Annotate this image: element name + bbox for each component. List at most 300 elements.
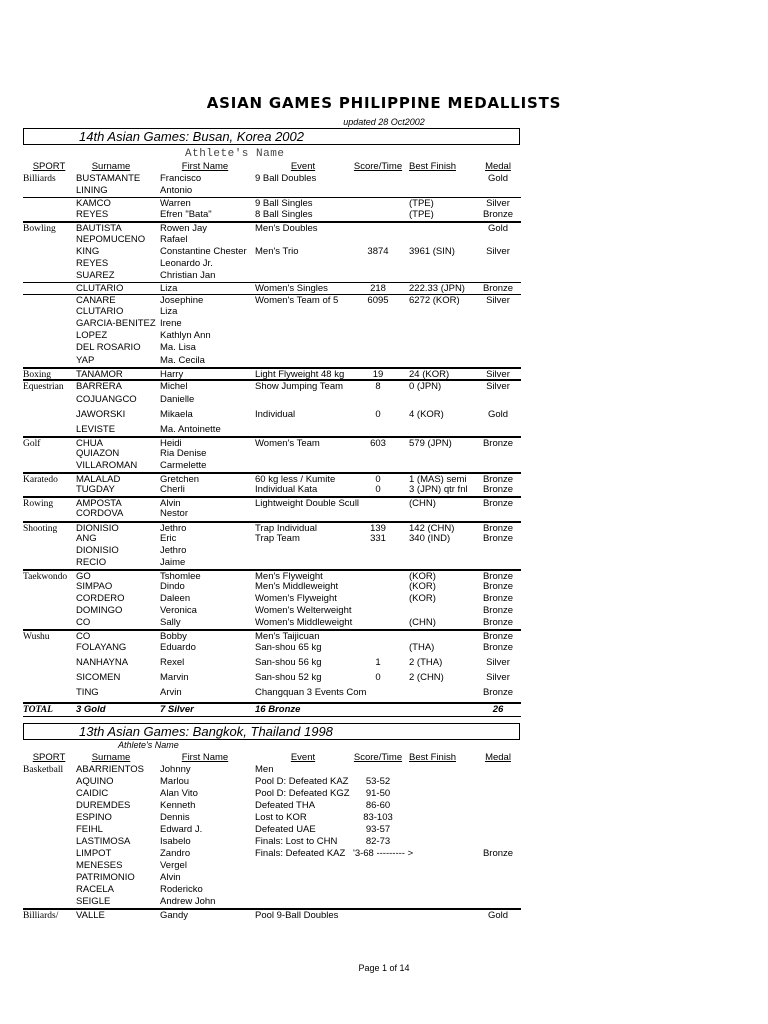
surname-cell: LASTIMOSA (76, 836, 131, 847)
sport-cell: Boxing (23, 369, 51, 380)
first-name-cell: Ma. Antoinette (160, 423, 221, 435)
medal-cell: Silver (486, 671, 510, 683)
table-row (23, 234, 521, 246)
medal-cell: Bronze (482, 581, 514, 592)
sport-cell: Taekwondo (23, 571, 68, 582)
score-cell: Score/Time (353, 161, 403, 172)
table-row (23, 409, 521, 421)
surname-cell: FEIHL (76, 824, 103, 835)
sport-cell: Shooting (23, 523, 58, 534)
score-cell: 82-73 (365, 836, 391, 847)
surname-cell: COJUANGCO (76, 393, 137, 405)
surname-cell: BAUTISTA (76, 223, 122, 235)
total-row (23, 702, 521, 717)
surname-cell: DIONISIO (76, 522, 119, 534)
event-cell: Finals: Defeated KAZ (255, 848, 346, 859)
first-name-cell: Daleen (160, 593, 191, 605)
table-row (23, 824, 521, 836)
surname-cell: DUREMDES (76, 800, 131, 811)
table-row (23, 557, 521, 569)
table-row (23, 185, 521, 197)
table-row (23, 908, 521, 922)
first-name-cell: Constantine Chester (160, 245, 247, 257)
best-finish-cell: (CHN) (409, 617, 436, 629)
score-cell: 331 (370, 532, 386, 544)
first-name-cell: Sally (160, 617, 181, 629)
best-finish-cell: 3961 (SIN) (409, 245, 455, 257)
first-name-cell: Dennis (160, 812, 190, 823)
score-cell: '3-68 --------- > (353, 848, 414, 859)
table-row (23, 460, 521, 472)
first-name-cell: Rexel (160, 656, 185, 668)
table-row (23, 355, 521, 367)
first-name-cell: Jaime (160, 556, 186, 568)
surname-cell: REYES (76, 209, 109, 221)
surname-cell: AQUINO (76, 776, 114, 787)
event-cell: 60 kg less / Kumite (255, 474, 336, 486)
surname-cell: ANG (76, 532, 97, 544)
surname-cell: LINING (76, 185, 108, 197)
best-finish-cell: Best Finish (409, 752, 456, 763)
sport-cell: Billiards (23, 174, 56, 184)
first-name-cell: Veronica (160, 605, 197, 617)
event-cell: San-shou 65 kg (255, 641, 322, 653)
medal-cell: Gold (487, 408, 509, 420)
medal-cell: Silver (486, 380, 510, 392)
first-name-cell: Warren (160, 198, 191, 210)
sport-cell: SPORT (32, 161, 66, 172)
best-finish-cell: (THA) (409, 641, 435, 653)
sport-cell: Billiards/ (23, 911, 59, 921)
sport-cell: Wushu (23, 632, 50, 643)
table-row (23, 788, 521, 800)
surname-cell: VALLE (76, 910, 105, 921)
table-row (23, 776, 521, 788)
event-cell: San-shou 56 kg (255, 656, 322, 668)
table-row (23, 394, 521, 406)
sport-cell: Rowing (23, 499, 54, 510)
surname-cell: Surname (91, 161, 131, 172)
best-finish-cell: (KOR) (409, 570, 436, 582)
section-1998-title: 13th Asian Games: Bangkok, Thailand 1998 (79, 724, 333, 739)
score-cell: 53-52 (365, 776, 391, 787)
table-row (23, 270, 521, 282)
first-name-cell: 7 Silver (160, 703, 194, 715)
event-cell: Pool 9-Ball Doubles (255, 910, 339, 921)
table-row (23, 282, 521, 295)
best-finish-cell: 24 (KOR) (409, 368, 450, 380)
score-cell: 91-50 (365, 788, 391, 799)
event-cell: Lost to KOR (255, 812, 307, 823)
table-row (23, 812, 521, 824)
surname-cell: CO (76, 631, 91, 643)
table-row (23, 246, 521, 258)
surname-cell: CLUTARIO (76, 306, 124, 318)
table-row (23, 545, 521, 557)
score-cell: 86-60 (365, 800, 391, 811)
event-cell: Individual Kata (255, 484, 318, 496)
event-cell: 16 Bronze (255, 703, 301, 715)
score-cell: 1 (375, 656, 381, 668)
surname-cell: GARCIA-BENITEZ (76, 318, 156, 330)
score-cell: 0 (375, 474, 381, 486)
first-name-cell: Edward J. (160, 824, 203, 835)
first-name-cell: Jethro (160, 522, 187, 534)
best-finish-cell: 142 (CHN) (409, 522, 455, 534)
first-name-cell: Gretchen (160, 474, 200, 486)
event-cell: Defeated UAE (255, 824, 316, 835)
first-name-cell: Carmelette (160, 460, 207, 471)
first-name-cell: Danielle (160, 393, 195, 405)
best-finish-cell: 579 (JPN) (409, 437, 452, 449)
medal-cell: Silver (486, 245, 510, 257)
event-cell: Pool D: Defeated KGZ (255, 788, 350, 799)
first-name-cell: Ria Denise (160, 447, 207, 459)
first-name-cell: Kathlyn Ann (160, 330, 211, 342)
table-row (23, 173, 521, 185)
sport-cell: TOTAL (23, 704, 53, 715)
surname-cell: SEIGLE (76, 896, 111, 907)
medal-cell: Bronze (482, 474, 514, 486)
first-name-cell: First Name (181, 752, 229, 763)
surname-cell: ESPINO (76, 812, 112, 823)
section-2002-box (23, 128, 520, 145)
best-finish-cell: 6272 (KOR) (409, 295, 460, 306)
event-cell: Women's Welterweight (255, 605, 352, 617)
surname-cell: CORDOVA (76, 508, 124, 520)
best-finish-cell: 1 (MAS) semi (409, 474, 467, 486)
surname-cell: KAMCO (76, 198, 111, 210)
first-name-cell: Leonardo Jr. (160, 257, 213, 269)
table-row (23, 448, 521, 460)
surname-cell: AMPOSTA (76, 498, 122, 510)
event-cell: Men (255, 764, 274, 775)
medal-cell: 26 (492, 703, 504, 715)
table-header (23, 752, 521, 764)
table-row (23, 581, 521, 593)
best-finish-cell: 2 (CHN) (409, 671, 444, 683)
first-name-cell: Alvin (160, 498, 181, 510)
surname-cell: MENESES (76, 860, 123, 871)
section-1998-box (23, 723, 520, 740)
athlete-name-caption: Athlete's Name (185, 148, 285, 160)
surname-cell: TANAMOR (76, 368, 123, 380)
medal-cell: Medal (485, 752, 511, 763)
table-row (23, 342, 521, 354)
event-cell: San-shou 52 kg (255, 671, 322, 683)
table-row (23, 379, 521, 393)
medal-cell: Bronze (482, 617, 514, 629)
best-finish-cell: 3 (JPN) qtr fnl (409, 484, 468, 496)
table-row (23, 617, 521, 629)
best-finish-cell: 4 (KOR) (409, 408, 444, 420)
event-cell: Women's Team of 5 (255, 295, 339, 306)
surname-cell: BARRERA (76, 380, 122, 392)
table-row (23, 209, 521, 221)
table-row (23, 672, 521, 684)
event-cell: Changquan 3 Events Com (255, 686, 367, 698)
surname-cell: CLUTARIO (76, 282, 124, 294)
event-cell: Women's Flyweight (255, 593, 337, 605)
sport-cell: SPORT (32, 752, 66, 763)
surname-cell: SICOMEN (76, 671, 121, 683)
section-2002-title: 14th Asian Games: Busan, Korea 2002 (79, 129, 304, 144)
surname-cell: RECIO (76, 556, 107, 568)
first-name-cell: Josephine (160, 295, 204, 306)
event-cell: Pool D: Defeated KAZ (255, 776, 349, 787)
sport-cell: Equestrian (23, 381, 64, 392)
table-row (23, 306, 521, 318)
first-name-cell: Francisco (160, 173, 202, 184)
surname-cell: CO (76, 617, 91, 629)
surname-cell: CAIDIC (76, 788, 109, 799)
first-name-cell: Arvin (160, 686, 182, 698)
first-name-cell: Liza (160, 306, 178, 318)
table-row (23, 687, 521, 699)
page-title: ASIAN GAMES PHILIPPINE MEDALLISTS (206, 94, 562, 112)
event-cell: Trap Team (255, 532, 300, 544)
event-cell: Men's Taijicuan (255, 631, 320, 643)
first-name-cell: Mikaela (160, 408, 193, 420)
medal-cell: Bronze (482, 532, 514, 544)
score-cell: Score/Time (353, 752, 403, 763)
event-cell: Men's Trio (255, 245, 299, 257)
event-cell: Trap Individual (255, 522, 317, 534)
surname-cell: PATRIMONIO (76, 872, 135, 883)
best-finish-cell: 0 (JPN) (409, 380, 442, 392)
table-row (23, 484, 521, 496)
surname-cell: CORDERO (76, 593, 125, 605)
medal-cell: Bronze (482, 498, 514, 510)
medal-cell: Bronze (482, 484, 514, 496)
score-cell: 139 (370, 522, 386, 534)
table-row (23, 848, 521, 860)
table-row (23, 424, 521, 436)
first-name-cell: First Name (181, 161, 229, 172)
table-row (23, 872, 521, 884)
first-name-cell: Heidi (160, 437, 182, 449)
table-row (23, 318, 521, 330)
event-cell: Men's Doubles (255, 223, 318, 235)
table-row (23, 533, 521, 545)
first-name-cell: Kenneth (160, 800, 196, 811)
first-name-cell: Isabelo (160, 836, 191, 847)
first-name-cell: Irene (160, 318, 182, 330)
medal-cell: Bronze (482, 522, 514, 534)
updated-date: updated 28 Oct2002 (343, 117, 425, 127)
surname-cell: DIONISIO (76, 544, 119, 556)
first-name-cell: Harry (160, 368, 184, 380)
best-finish-cell: 222.33 (JPN) (409, 282, 465, 294)
best-finish-cell: Best Finish (409, 161, 456, 172)
table-row (23, 294, 521, 307)
first-name-cell: Alan Vito (160, 788, 198, 799)
best-finish-cell: (TPE) (409, 209, 434, 221)
event-cell: Show Jumping Team (255, 380, 344, 392)
medal-cell: Bronze (482, 641, 514, 653)
table-row (23, 642, 521, 654)
score-cell: 3874 (367, 245, 389, 257)
first-name-cell: Antonio (160, 185, 193, 197)
event-cell: Event (290, 752, 316, 763)
sport-cell: Golf (23, 438, 41, 449)
surname-cell: YAP (76, 354, 95, 366)
table-row (23, 258, 521, 270)
medal-cell: Gold (487, 173, 509, 184)
first-name-cell: Tshomlee (160, 570, 201, 582)
best-finish-cell: (KOR) (409, 593, 436, 605)
surname-cell: RACELA (76, 884, 115, 895)
medal-cell: Bronze (482, 437, 514, 449)
surname-cell: JAWORSKI (76, 408, 126, 420)
first-name-cell: Alvin (160, 872, 181, 883)
surname-cell: LIMPOT (76, 848, 112, 859)
surname-cell: CHUA (76, 437, 103, 449)
event-cell: Event (290, 161, 316, 172)
first-name-cell: Vergel (160, 860, 187, 871)
event-cell: 9 Ball Singles (255, 198, 313, 210)
sport-cell: Karatedo (23, 475, 58, 486)
table-row (23, 508, 521, 520)
first-name-cell: Gandy (160, 910, 188, 921)
surname-cell: CANARE (76, 295, 116, 306)
event-cell: Lightweight Double Scull (255, 498, 360, 510)
first-name-cell: Bobby (160, 631, 187, 643)
surname-cell: 3 Gold (76, 703, 106, 715)
medal-cell: Gold (487, 223, 509, 235)
surname-cell: DEL ROSARIO (76, 342, 141, 354)
first-name-cell: Cherli (160, 484, 185, 496)
surname-cell: MALALAD (76, 474, 121, 486)
first-name-cell: Rodericko (160, 884, 203, 895)
table-row (23, 593, 521, 605)
table-row (23, 657, 521, 669)
table-header (23, 161, 521, 173)
first-name-cell: Ma. Cecila (160, 354, 205, 366)
surname-cell: QUIAZON (76, 447, 120, 459)
surname-cell: NANHAYNA (76, 656, 129, 668)
medal-cell: Silver (486, 198, 510, 210)
event-cell: Women's Singles (255, 282, 328, 294)
first-name-cell: Michel (160, 380, 188, 392)
surname-cell: KING (76, 245, 100, 257)
surname-cell: SUAREZ (76, 269, 115, 281)
surname-cell: FOLAYANG (76, 641, 127, 653)
score-cell: 83-103 (363, 812, 393, 823)
score-cell: 603 (370, 437, 386, 449)
score-cell: 8 (375, 380, 381, 392)
medal-cell: Bronze (482, 593, 514, 605)
medal-cell: Medal (485, 161, 511, 172)
medal-cell: Gold (487, 910, 509, 921)
medal-cell: Silver (486, 295, 510, 306)
score-cell: 93-57 (365, 824, 391, 835)
first-name-cell: Jethro (160, 544, 187, 556)
surname-cell: NEPOMUCENO (76, 233, 146, 245)
event-cell: Women's Team (255, 437, 320, 449)
event-cell: Finals: Lost to CHN (255, 836, 338, 847)
table-row (23, 764, 521, 776)
first-name-cell: Liza (160, 282, 178, 294)
table-row (23, 330, 521, 342)
surname-cell: TUGDAY (76, 484, 115, 496)
table-row (23, 197, 521, 210)
best-finish-cell: (KOR) (409, 581, 436, 592)
surname-cell: GO (76, 570, 91, 582)
best-finish-cell: (CHN) (409, 498, 436, 510)
medal-cell: Bronze (482, 209, 514, 221)
surname-cell: VILLAROMAN (76, 460, 138, 471)
event-cell: Women's Middleweight (255, 617, 353, 629)
first-name-cell: Rowen Jay (160, 223, 207, 235)
first-name-cell: Christian Jan (160, 269, 216, 281)
event-cell: Defeated THA (255, 800, 316, 811)
best-finish-cell: (TPE) (409, 198, 434, 210)
score-cell: 0 (375, 484, 381, 496)
first-name-cell: Nestor (160, 508, 188, 520)
medal-cell: Bronze (482, 282, 514, 294)
first-name-cell: Eduardo (160, 641, 196, 653)
score-cell: 0 (375, 671, 381, 683)
event-cell: 9 Ball Doubles (255, 173, 317, 184)
table-row (23, 884, 521, 896)
surname-cell: REYES (76, 257, 109, 269)
surname-cell: LEVISTE (76, 423, 116, 435)
score-cell: 6095 (367, 295, 389, 306)
surname-cell: TING (76, 686, 99, 698)
score-cell: 0 (375, 408, 381, 420)
athlete-name-caption: Athlete's Name (118, 740, 179, 750)
surname-cell: BUSTAMANTE (76, 173, 141, 184)
surname-cell: SIMPAO (76, 581, 113, 592)
medal-cell: Bronze (482, 631, 514, 643)
first-name-cell: Ma. Lisa (160, 342, 196, 354)
page-footer: Page 1 of 14 (358, 963, 410, 973)
event-cell: Light Flyweight 48 kg (255, 368, 345, 380)
first-name-cell: Andrew John (160, 896, 216, 907)
surname-cell: LOPEZ (76, 330, 108, 342)
first-name-cell: Dindo (160, 581, 185, 592)
first-name-cell: Johnny (160, 764, 191, 775)
surname-cell: DOMINGO (76, 605, 123, 617)
table-row (23, 836, 521, 848)
medal-cell: Bronze (482, 848, 514, 859)
event-cell: Individual (255, 408, 296, 420)
best-finish-cell: 2 (THA) (409, 656, 443, 668)
best-finish-cell: 340 (IND) (409, 532, 451, 544)
first-name-cell: Eric (160, 532, 177, 544)
medal-cell: Silver (486, 368, 510, 380)
medal-cell: Bronze (482, 605, 514, 617)
event-cell: Men's Flyweight (255, 570, 323, 582)
first-name-cell: Marvin (160, 671, 189, 683)
table-row (23, 896, 521, 908)
event-cell: Men's Middleweight (255, 581, 339, 592)
first-name-cell: Efren "Bata" (160, 209, 212, 221)
table-row (23, 800, 521, 812)
first-name-cell: Marlou (160, 776, 190, 787)
table-row (23, 605, 521, 617)
medal-cell: Bronze (482, 686, 514, 698)
event-cell: 8 Ball Singles (255, 209, 313, 221)
score-cell: 218 (370, 282, 386, 294)
surname-cell: ABARRIENTOS (76, 764, 144, 775)
medal-cell: Silver (486, 656, 510, 668)
sport-cell: Bowling (23, 224, 56, 235)
sport-cell: Basketball (23, 765, 64, 775)
table-row (23, 860, 521, 872)
score-cell: 19 (372, 368, 384, 380)
